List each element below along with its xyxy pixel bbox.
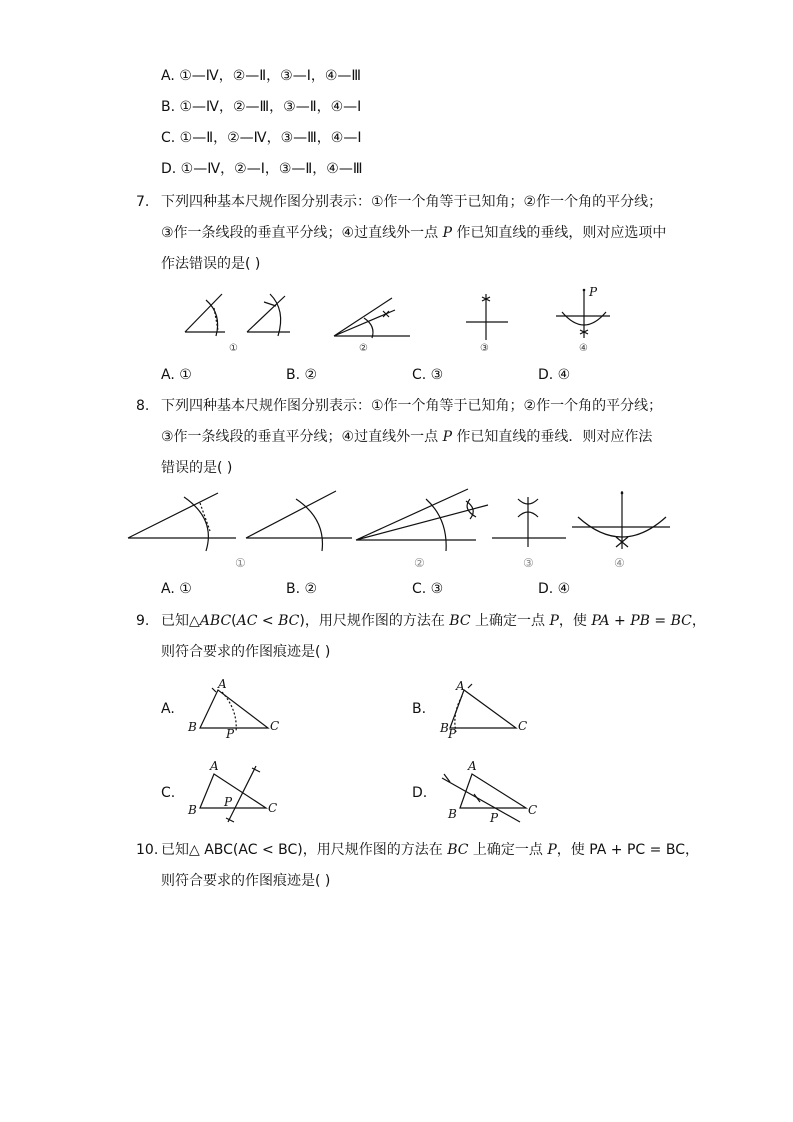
q10-text-line2: 则符合要求的作图痕迹是( ) [161,873,331,889]
figure-label: C [528,803,538,817]
figure-label: P [448,727,457,741]
q8-fig2 [246,489,488,570]
q8-text-line1: 下列四种基本尺规作图分别表示：①作一个角等于已知角；②作一个角的平分线； [161,398,663,414]
figure-label: B [448,807,457,821]
q7-option-d[interactable]: D. ④ [538,367,571,383]
figure-label: A [218,677,227,691]
q7-fig-label-1: ① [229,343,238,354]
q8-fig2-angle [246,491,352,538]
q7-fig1 [185,294,290,354]
q9d-triangle [460,774,526,808]
q9-option-a[interactable]: A. [161,701,175,717]
q8-option-c[interactable]: C. ③ [412,581,444,597]
q8-fig4 [572,491,670,570]
q7-fig2 [334,298,410,354]
figure-label: P [224,795,233,809]
figure-label: P [226,727,235,741]
q9-option-d[interactable]: D. [412,785,428,801]
q9-fig-c [187,759,277,822]
q7-fig-label-2: ② [359,343,368,354]
q7-fig2-angle [247,296,290,332]
figure-label: C [268,801,278,815]
q7-text-line3: 作法错误的是( ) [161,256,261,272]
q7-bisector-cross [383,311,389,317]
q7-fig-label-3: ③ [480,343,489,354]
q7-fig4 [556,285,610,354]
figure-label: C [518,719,528,733]
q9-figures [0,670,793,830]
q8-option-a[interactable]: A. ① [161,581,192,597]
q8-fig-label-4: ④ [614,556,625,570]
figure-label: A [468,759,477,773]
q8-fig-label-3: ③ [523,556,534,570]
q8-text-line2: ③作一条线段的垂直平分线；④过直线外一点 P 作已知直线的垂线．则对应作法 [161,429,653,445]
q8-fig2-arc [296,499,322,551]
q7-fig1-arc [206,300,218,336]
q7-fig2-mark [264,302,276,306]
q7-bisector-lines [334,298,410,336]
q9b-triangle [450,690,516,728]
q8-fig-label-2: ② [414,556,425,570]
q7-option-a[interactable]: A. ① [161,367,192,383]
q10-number: 10. [136,842,159,858]
q7-fig2-arc [270,294,281,336]
q9d-marks [444,774,480,802]
q7-perp-bisector [466,294,508,340]
q8-point-dot [621,492,624,495]
q9-text-line1: 已知△ABC(AC < BC)，用尺规作图的方法在 BC 上确定一点 P，使 PA + PB = BC， [161,613,706,629]
q9-text-line2: 则符合要求的作图痕迹是( ) [161,644,331,660]
q9b-tick [468,684,472,688]
figure-label: B [188,803,197,817]
q10-text-line1: 已知△ ABC(AC < BC)，用尺规作图的方法在 BC 上确定一点 P，使 PA + PC = BC， [161,842,699,858]
q9a-tick [212,688,216,692]
prev-option-c: C. ①—Ⅱ，②—Ⅳ，③—Ⅲ，④—Ⅰ [161,130,362,146]
q7-point-p-dot [583,289,586,292]
q7-option-c[interactable]: C. ③ [412,367,444,383]
prev-option-a: A. ①—Ⅳ，②—Ⅱ，③—Ⅰ，④—Ⅲ [161,68,362,84]
prev-option-b: B. ①—Ⅳ，②—Ⅲ，③—Ⅱ，④—Ⅰ [161,99,362,115]
q9c-bisector [228,766,256,822]
q9-fig-b [439,679,527,741]
q8-text-line3: 错误的是( ) [161,460,233,476]
q8-figures [0,485,793,575]
q7-figures [0,280,793,360]
q8-fig1 [128,493,246,570]
q9-option-c[interactable]: C. [161,785,176,801]
q7-text-line1: 下列四种基本尺规作图分别表示：①作一个角等于已知角；②作一个角的平分线； [161,194,663,210]
prev-option-d: D. ①—Ⅳ，②—Ⅰ，③—Ⅱ，④—Ⅲ [161,161,363,177]
q8-number: 8. [136,398,150,414]
figure-label: A [210,759,219,773]
q7-fig-label-4: ④ [579,343,588,354]
q9-number: 9. [136,613,150,629]
figure-label: P [490,811,499,825]
q8-fig1-dotted [200,503,210,531]
q9-option-b[interactable]: B. [412,701,427,717]
q8-option-b[interactable]: B. ② [286,581,318,597]
q8-option-d[interactable]: D. ④ [538,581,571,597]
q8-fig3 [492,497,566,570]
q7-text-line2: ③作一条线段的垂直平分线；④过直线外一点 P 作已知直线的垂线，则对应选项中 [161,225,667,241]
q9-fig-d [442,759,537,825]
q8-fig3-lines [356,489,488,540]
q7-fig1-angle [185,294,225,332]
q8-fig1-angle [128,493,236,538]
q9c-triangle [200,774,266,808]
q7-point-p: P [589,285,598,299]
figure-label: B [440,721,449,735]
q9a-triangle [200,690,268,728]
q7-fig3 [466,294,508,354]
q7-number: 7. [136,194,150,210]
q7-option-b[interactable]: B. ② [286,367,318,383]
figure-label: C [270,719,280,733]
q8-fig-label-1: ① [235,556,246,570]
figure-label: B [188,720,197,734]
q8-fig1-arc [184,497,208,551]
q9-fig-a [187,677,279,741]
figure-label: A [456,679,465,693]
q8-perp-lines [572,491,670,549]
q7-bisector-arc [364,318,373,338]
